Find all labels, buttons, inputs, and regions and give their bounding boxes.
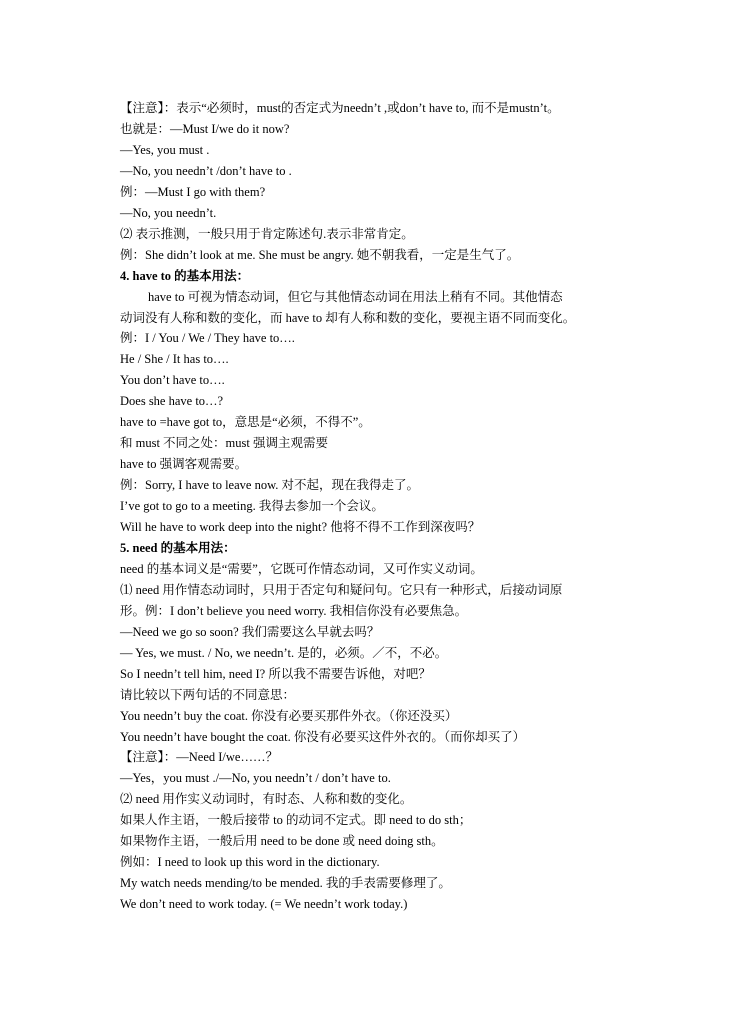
text-line: So I needn’t tell him, need I? 所以我不需要告诉他，对吧？ [120, 666, 431, 681]
text-line: I’ve got to go to a meeting. 我得去参加一个会议。 [120, 499, 384, 514]
text-line: He / She / It has to…. [120, 352, 229, 367]
text-line: We don’t need to work today. (= We needn’t work today.) [120, 897, 408, 912]
text-line: 例：—Must I go with them? [120, 184, 266, 199]
text-line: 【注意】：表示“必须时，must的否定式为needn’t ,或don’t have to, 而不是mustn’t。 [120, 101, 560, 115]
text-line: — Yes, we must. / No, we needn’t. 是的，必须。／不，不必。 [120, 645, 448, 660]
text-line: 例：She didn’t look at me. She must be angry. 她不朝我看，一定是生气了。 [120, 247, 520, 262]
text-line: —Yes，you must ./—No, you needn’t / don’t have to. [120, 771, 391, 786]
text-line: have to 可视为情态动词，但它与其他情态动词在用法上稍有不同。其他情态 [148, 289, 563, 304]
text-line: You needn’t have bought the coat. 你没有必要买这件外衣的。（而你却买了） [120, 729, 526, 744]
text-line: ⑵ 表示推测，一般只用于肯定陈述句.表示非常肯定。 [120, 226, 414, 241]
section-heading: 4. have to 的基本用法： [120, 268, 250, 283]
text-line: —Yes, you must . [120, 142, 210, 157]
text-line: have to =have got to，意思是“必须，不得不”。 [120, 415, 371, 430]
text-line: 【注意】：—Need I/we……？ [120, 750, 278, 765]
text-line: need 的基本词义是“需要”，它既可作情态动词，又可作实义动词。 [120, 561, 483, 576]
text-line: —No, you needn’t /don’t have to . [120, 163, 292, 178]
text-line: ⑵ need 用作实义动词时，有时态、人称和数的变化。 [120, 792, 413, 807]
text-line: Does she have to…? [120, 394, 224, 409]
text-line: 例如：I need to look up this word in the dictionary. [120, 855, 380, 870]
section-heading: 5. need 的基本用法： [120, 541, 236, 555]
text-line: My watch needs mending/to be mended. 我的手表需要修理了。 [120, 876, 451, 891]
text-line: 例：Sorry, I have to leave now. 对不起，现在我得走了。 [120, 478, 420, 493]
text-line: 例：I / You / We / They have to…. [120, 331, 295, 346]
text-line: 和 must 不同之处：must 强调主观需要 [120, 436, 328, 451]
text-line: 如果物作主语，一般后用 need to be done 或 need doing sth。 [120, 834, 444, 849]
text-line: 动词没有人称和数的变化，而 have to 却有人称和数的变化，要视主语不同而变化。 [120, 310, 576, 325]
text-line: 请比较以下两句话的不同意思： [120, 687, 296, 702]
text-line: Will he have to work deep into the night? 他将不得不工作到深夜吗？ [120, 520, 481, 534]
text-line: —Need we go so soon? 我们需要这么早就去吗？ [120, 624, 380, 639]
text-line: have to 强调客观需要。 [120, 457, 248, 472]
text-line: —No, you needn’t. [120, 205, 217, 220]
text-line: 形。例：I don’t believe you need worry. 我相信你没有必要焦急。 [120, 603, 468, 618]
text-line: 如果人作主语，一般后接带 to 的动词不定式。即 need to do sth； [120, 813, 472, 828]
text-line: You don’t have to…. [120, 373, 225, 388]
text-line: 也就是：—Must I/we do it now? [120, 122, 290, 136]
text-line: You needn’t buy the coat. 你没有必要买那件外衣。（你还没买） [120, 708, 458, 723]
text-line: ⑴ need 用作情态动词时，只用于否定句和疑问句。它只有一种形式，后接动词原 [120, 582, 563, 597]
